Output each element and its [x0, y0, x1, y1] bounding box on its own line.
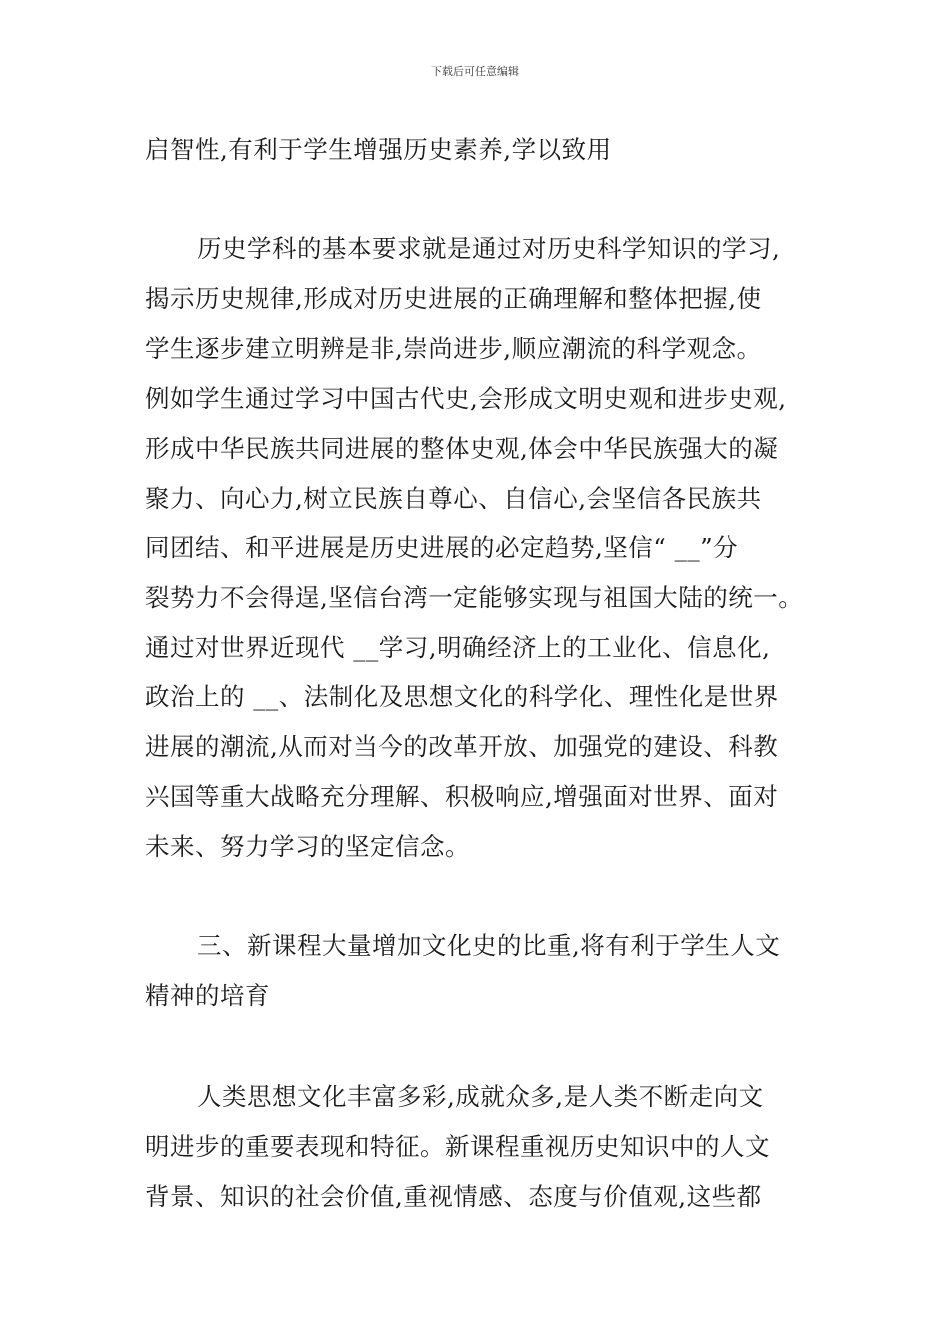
text-line: 聚力、向心力,树立民族自尊心、自信心,会坚信各民族共 — [145, 484, 762, 513]
text-line: 例如学生通过学习中国古代史,会形成文明史观和进步史观, — [145, 384, 787, 413]
text-line: 进展的潮流,从而对当今的改革开放、加强党的建设、科教 — [145, 732, 779, 761]
text-line: 学生逐步建立明辨是非,崇尚进步,顺应潮流的科学观念。 — [145, 334, 762, 363]
text-line: 背景、知识的社会价值,重视情感、态度与价值观,这些都 — [145, 1182, 762, 1211]
page-header: 下载后可任意编辑 — [431, 65, 519, 78]
section-heading: 三、新课程大量增加文化史的比重,将有利于学生人文 — [197, 931, 781, 960]
text-line: 揭示历史规律,形成对历史进展的正确理解和整体把握,使 — [145, 284, 762, 313]
text-line: 形成中华民族共同进展的整体史观,体会中华民族强大的凝 — [145, 434, 779, 463]
text-line: 启智性,有利于学生增强历史素养,学以致用 — [145, 135, 612, 164]
text-line: 兴国等重大战略充分理解、积极响应,增强面对世界、面对 — [145, 782, 779, 811]
text-line: 人类思想文化丰富多彩,成就众多,是人类不断走向文 — [197, 1082, 764, 1111]
text-line: 历史学科的基本要求就是通过对历史科学知识的学习, — [197, 234, 781, 263]
text-line: 裂势力不会得逞,坚信台湾一定能够实现与祖国大陆的统一。 — [145, 583, 804, 612]
text-line: 明进步的重要表现和特征。新课程重视历史知识中的人文 — [145, 1132, 770, 1161]
text-line: 未来、努力学习的坚定信念。 — [145, 832, 470, 861]
text-line: 政治上的 __、法制化及思想文化的科学化、理性化是世界 — [145, 682, 779, 711]
section-heading: 精神的培育 — [145, 981, 270, 1010]
text-line: 同团结、和平进展是历史进展的必定趋势,坚信“ __”分 — [145, 533, 739, 562]
text-line: 通过对世界近现代 __学习,明确经济上的工业化、信息化, — [145, 633, 771, 662]
